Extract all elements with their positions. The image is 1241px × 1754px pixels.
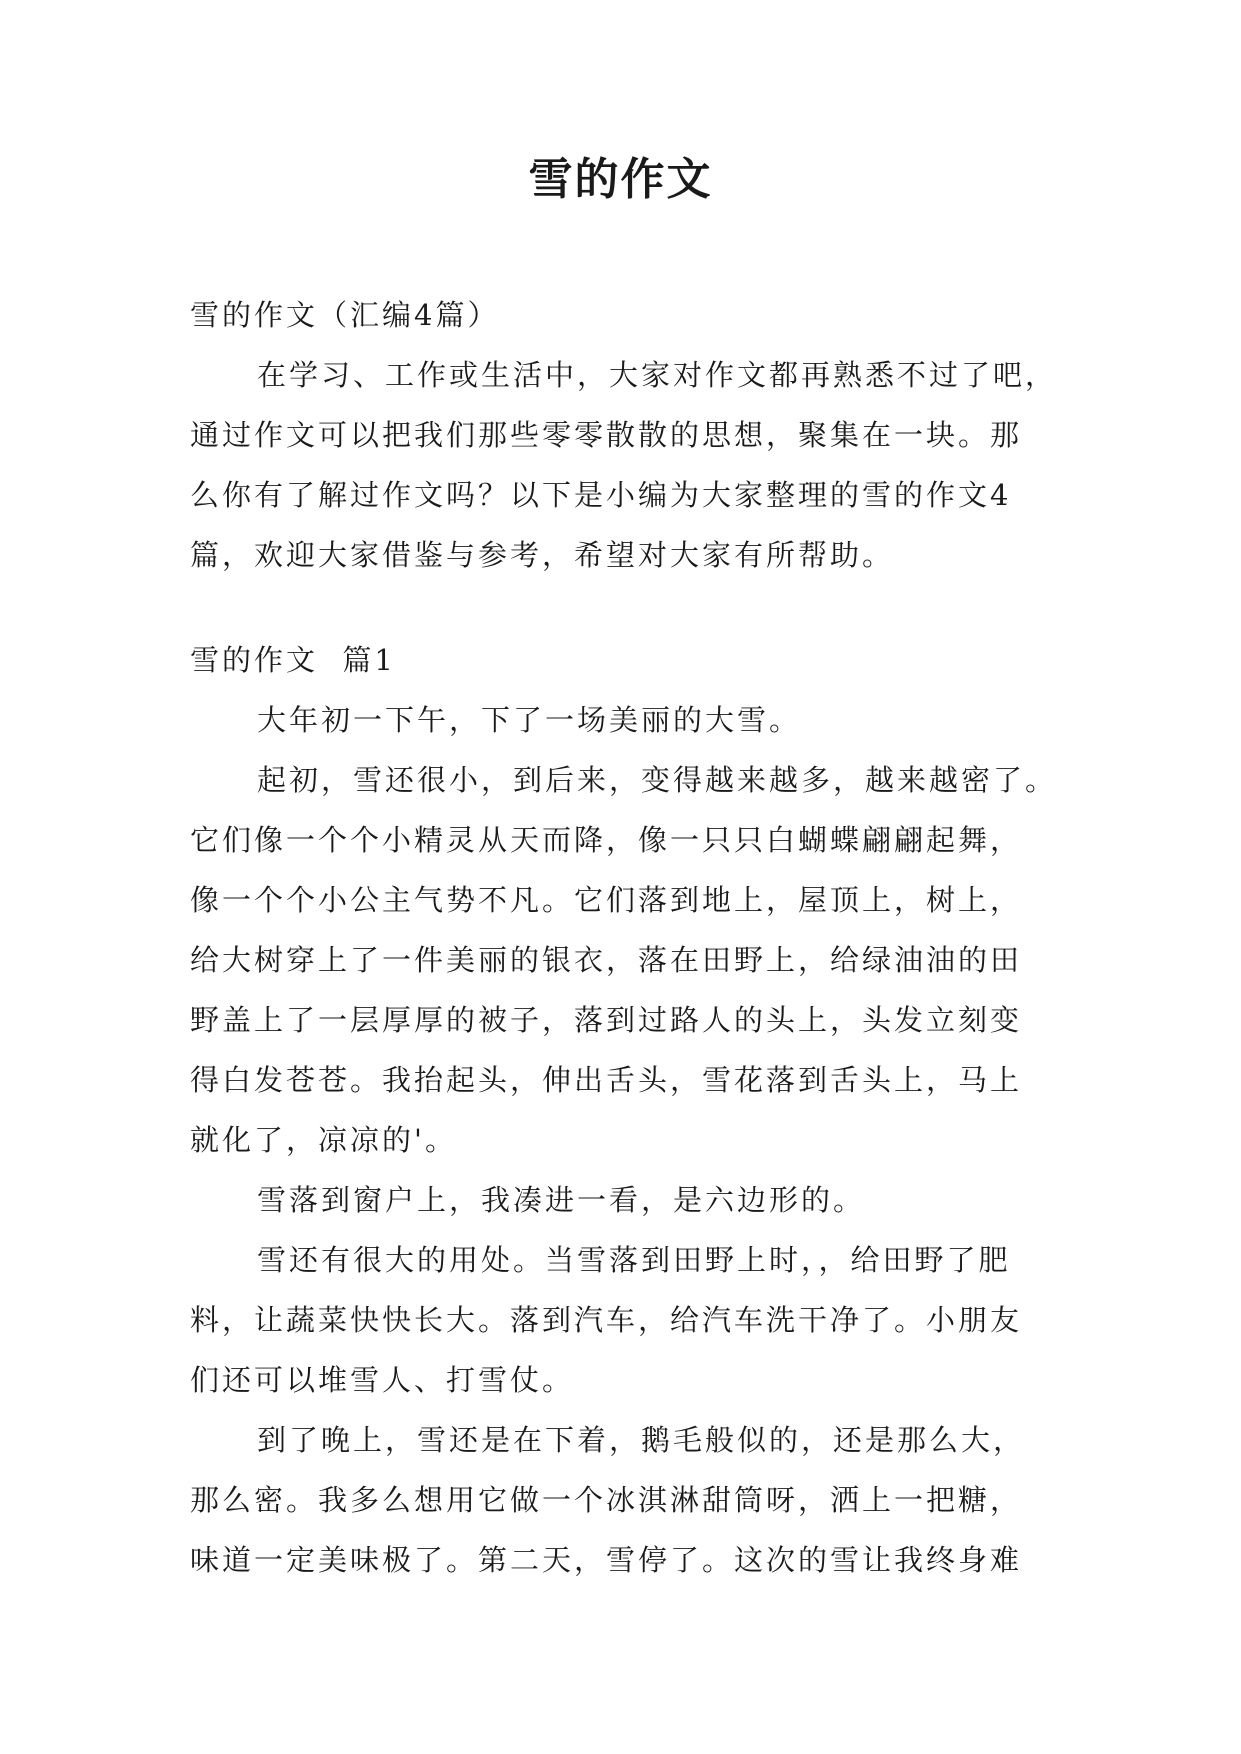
body-line: 野盖上了一层厚厚的被子，落到过路人的头上，头发立刻变: [190, 1003, 1023, 1037]
body-line: 那么密。我多么想用它做一个冰淇淋甜筒呀，洒上一把糖，: [190, 1483, 1023, 1517]
body-line: 给大树穿上了一件美丽的银衣，落在田野上，给绿油油的田: [190, 943, 1023, 977]
body-line: 它们像一个个小精灵从天而降，像一只只白蝴蝶翩翩起舞，: [190, 823, 1023, 857]
section-heading: 雪的作文 篇1: [190, 643, 396, 677]
body-line: 料，让蔬菜快快长大。落到汽车，给汽车洗干净了。小朋友: [190, 1303, 1023, 1337]
intro-line: 么你有了解过作文吗？以下是小编为大家整理的雪的作文4: [190, 478, 1012, 512]
intro-line: 通过作文可以把我们那些零零散散的思想，聚集在一块。那: [190, 418, 1023, 452]
body-line: 得白发苍苍。我抬起头，伸出舌头，雪花落到舌头上，马上: [190, 1063, 1023, 1097]
body-line: 大年初一下午，下了一场美丽的大雪。: [257, 703, 802, 737]
body-line: 像一个个小公主气势不凡。它们落到地上，屋顶上，树上，: [190, 883, 1023, 917]
body-line: 就化了，凉凉的'。: [190, 1123, 457, 1157]
paragraph-gap: [190, 585, 1060, 630]
intro-line: 篇，欢迎大家借鉴与参考，希望对大家有所帮助。: [190, 538, 895, 572]
document-title: 雪的作文: [528, 154, 713, 205]
document-subtitle: 雪的作文（汇编4篇）: [190, 298, 500, 332]
body-line: 雪落到窗户上，我凑进一看，是六边形的。: [257, 1183, 866, 1217]
body-line: 起初，雪还很小，到后来，变得越来越多，越来越密了。: [257, 763, 1058, 797]
body-line: 们还可以堆雪人、打雪仗。: [190, 1363, 575, 1397]
document-body: [190, 285, 1060, 1590]
body-line: 到了晚上，雪还是在下着，鹅毛般似的，还是那么大，: [257, 1423, 1026, 1457]
body-line: 雪还有很大的用处。当雪落到田野上时，，给田野了肥: [257, 1243, 1011, 1277]
intro-line: 在学习、工作或生活中，大家对作文都再熟悉不过了吧，: [257, 358, 1058, 392]
body-line: 味道一定美味极了。第二天，雪停了。这次的雪让我终身难: [190, 1543, 1023, 1577]
